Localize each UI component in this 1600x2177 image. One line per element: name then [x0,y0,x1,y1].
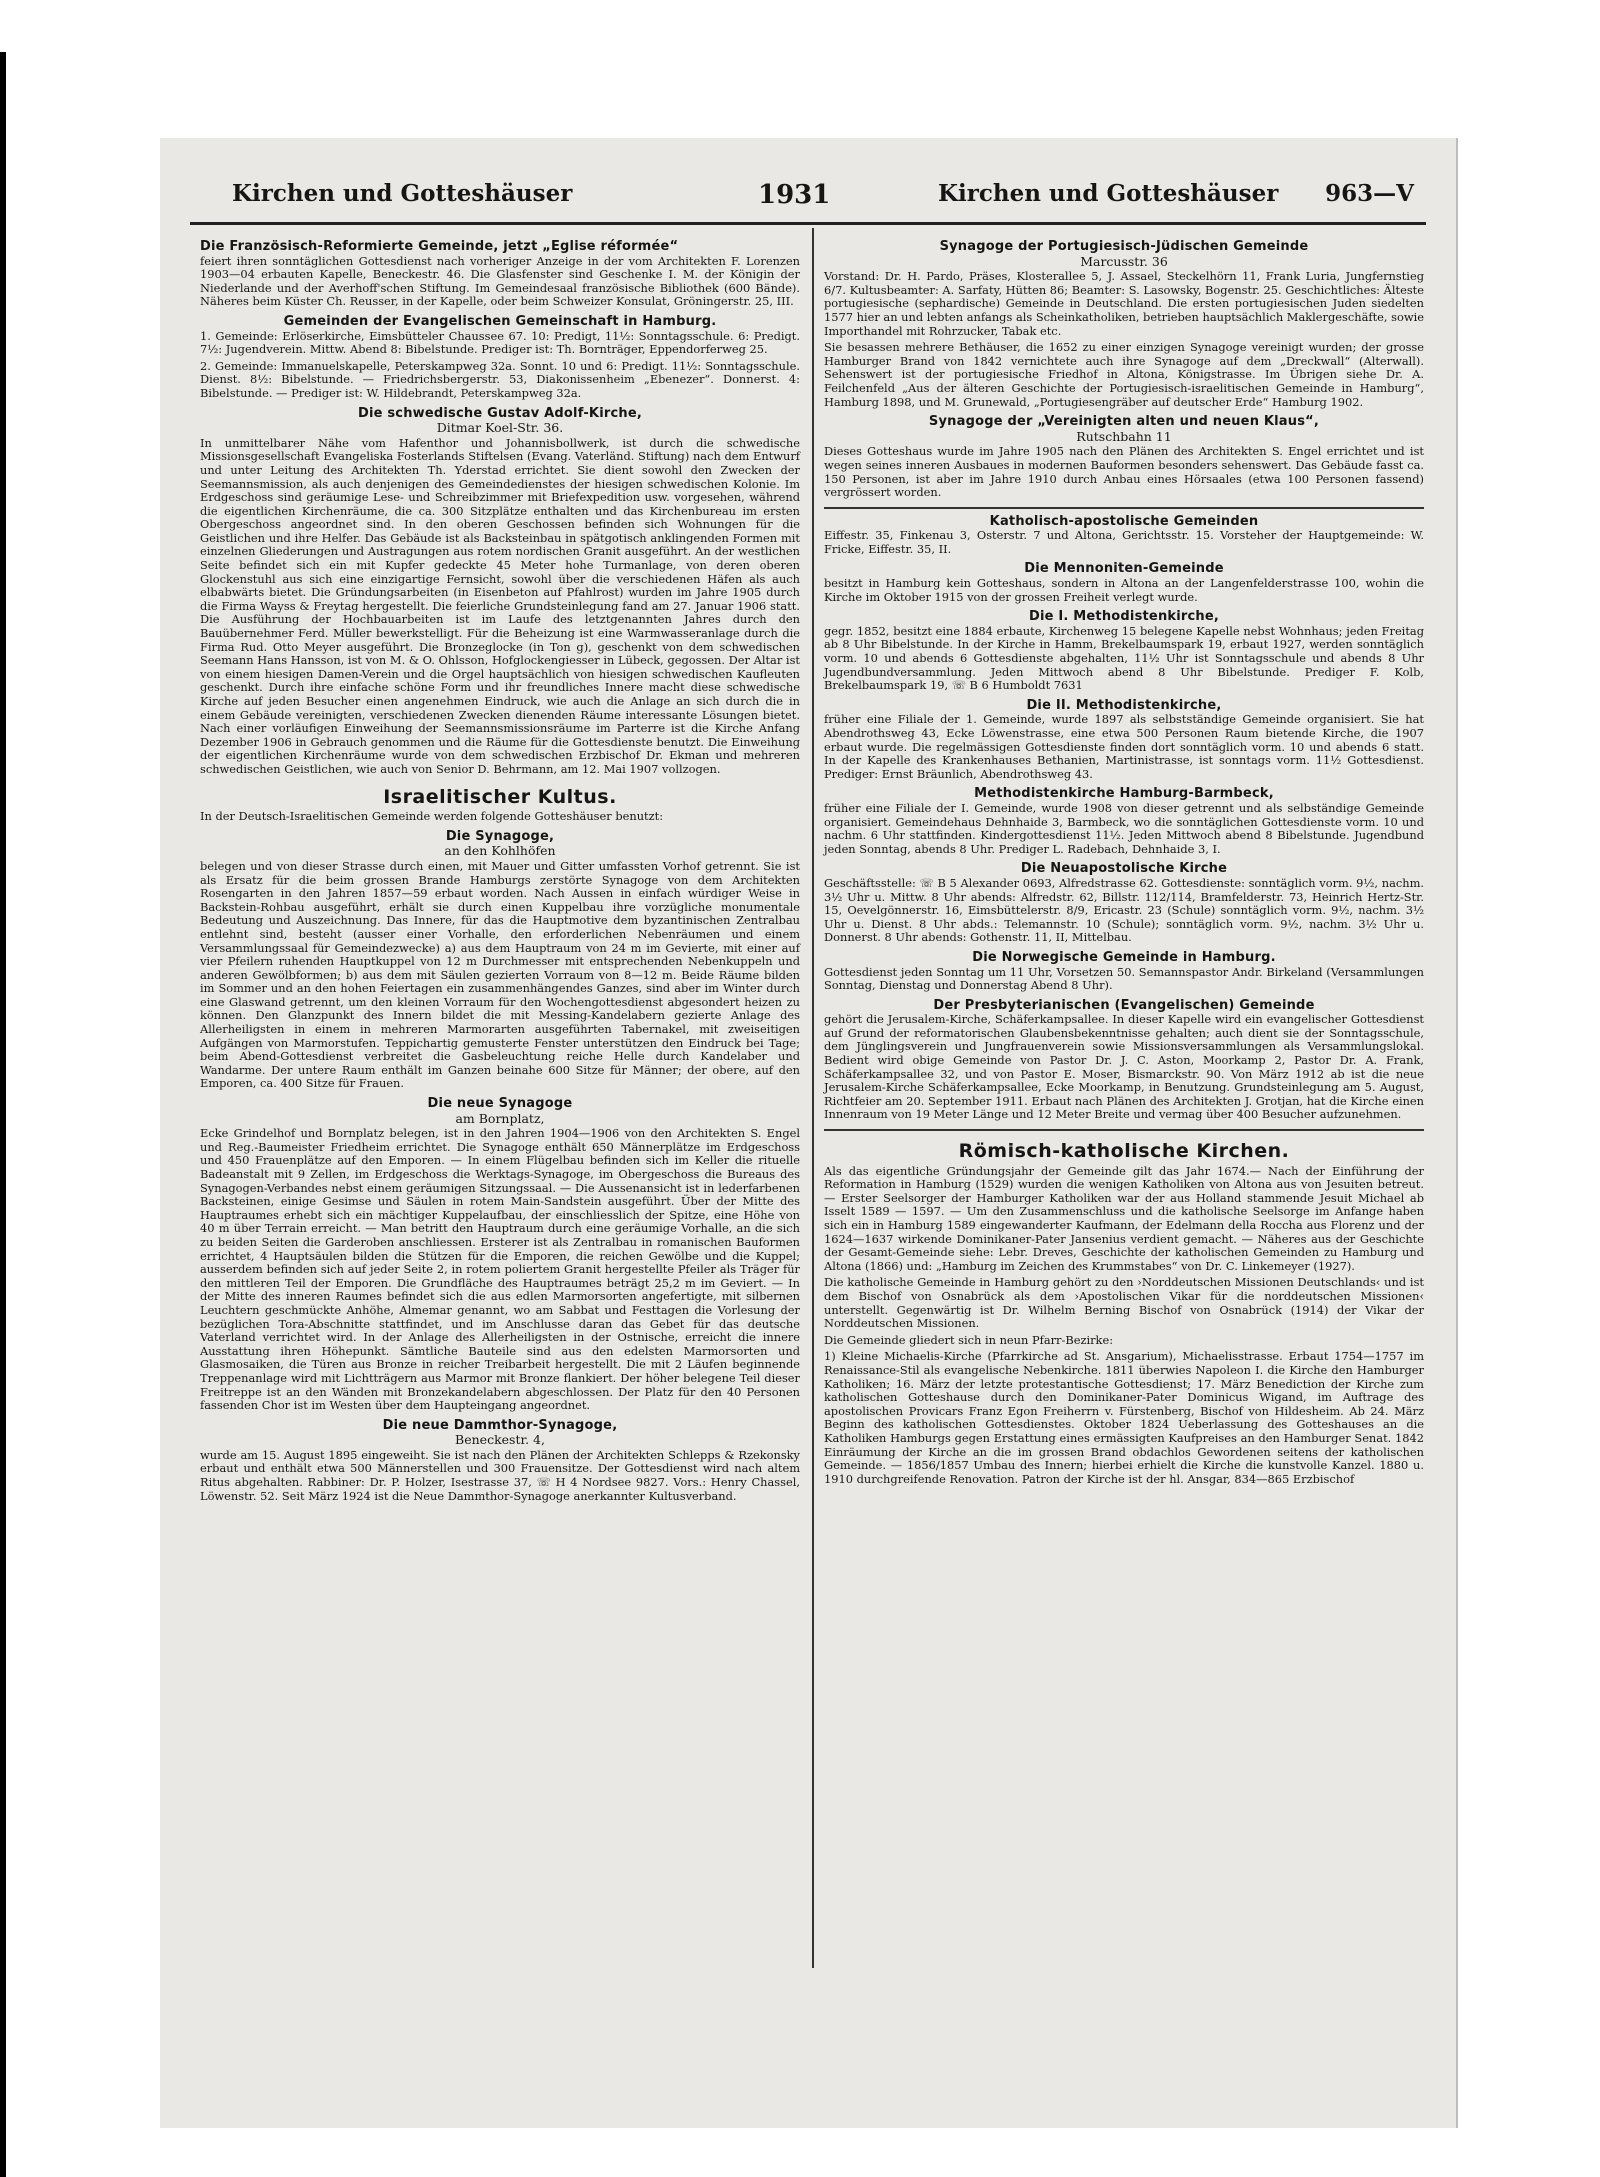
page-header [190,180,1426,220]
section-title: Synagoge der „Vereinigten alten und neuen Klaus“, [928,414,1320,430]
section-text: Als das eigentliche Gründungsjahr der Gemeinde gilt das Jahr 1674.— Nach der Einführung der Reformation in Hamburg (1529) wurden die wenigen Katholiken von Altona aus von Jesuiten betreut. — Erster Seelsorger der Hamburger Katholiken war der aus Holland stammende Jesuit Michael ab Isselt 1589 — 1597. — Um den Zusammenschluss und die katholische Seelsorge im Anfange haben sich ein in Hamburg 1589 eingewanderter Kaufmann, der Edelmann della Roccha aus Florenz und der 1624—1637 wirkende Dominikaner-Pater Jansenius verdient gemacht. — Näheres aus der Geschichte der Gesamt-Gemeinde siehe: Lebr. Dreves, Geschichte der katholischen Gemeinden zu Hamburg und Altona (1866) und: „Hamburg im Zeichen des Krummstabes“ von Dr. C. Linkemeyer (1927). [824,1163,1424,1273]
section-text: Sie besassen mehrere Bethäuser, die 1652 zu einer einzigen Synagoge vereinigt wurden; der grosse Hamburger Brand von 1842 vernichtete auch ihre Synagoge auf dem „Dreckwall“ (Alterwall). Sehenswert ist der portugiesische Friedhof in Altona, Königstrasse. Im Übrigen siehe Dr. A. Feilchenfeld „Aus der älteren Geschichte der Portugiesisch-israelitischen Gemeinde in Hamburg“, Hamburg 1898, und M. Grunewald, „Portugiesengräber auf deutscher Erde“ Hamburg 1902. [824,340,1424,409]
section-title: Katholisch-apostolische Gemeinden [989,513,1259,529]
section-address: an den Kohlhöfen [444,843,556,859]
scan-left-edge [0,52,6,2177]
section-title: Der Presbyterianischen (Evangelischen) Gemeinde [933,997,1315,1013]
section-text: Vorstand: Dr. H. Pardo, Präses, Klosterallee 5, J. Assael, Steckelhörn 11, Frank Luria, Jungfernstieg 6/7. Kultusbeamter: A. Sarfaty, Hütten 86; Beamter: S. Lasowsky, Bogenstr. 25. Geschichtliches: Älteste portugiesische (sephardische) Gemeinde in Deutschland. Die ersten portugiesischen Juden siedelten 1577 hier an und lebten anfangs als Scheinkatholiken, betrieben hauptsächlich Maklergeschäfte, sowie Importhandel mit Rohrzucker, Tabak etc. [824,269,1424,338]
section-text: gehört die Jerusalem-Kirche, Schäferkampsallee. In dieser Kapelle wird ein evangelischer Gottesdienst auf Grund der reformatorischen Glaubensbekenntnisse gehalten; auch dient sie der Sonntagsschule, dem Jünglingsverein und Jungfrauenverein sowie Missionsversammlungen als Versammlungslokal. Bedient wird obige Gemeinde von Pastor Dr. J. C. Aston, Moorkamp 2, Pastor Dr. A. Frank, Schäferkampsallee 32, und von Pastor E. Moser, Bismarckstr. 90. Von März 1912 ab ist die neue Jerusalem-Kirche Schäferkampsallee, Ecke Moorkamp, in Benutzung. Grundsteinlegung am 5. August, Richtfeier am 20. September 1911. Erbaut nach Plänen des Architekten J. Grotjan, hat die Kirche einen Innenraum von 19 Meter Länge und 12 Meter Breite und vermag über 400 Besucher aufzunehmen. [824,1012,1424,1122]
section-title: Die Synagoge, [445,828,555,844]
section-title: Die neue Synagoge [427,1096,573,1112]
header-left-title: Kirchen und Gotteshäuser [232,180,573,207]
header-page-number: 963—V [1325,180,1414,207]
section-address: am Bornplatz, [455,1110,545,1126]
section-text: Eiffestr. 35, Finkenau 3, Osterstr. 7 und Altona, Gerichtsstr. 15. Vorsteher der Hauptgemeinde: W. Fricke, Eiffestr. 35, II. [824,528,1424,556]
section-text: Gottesdienst jeden Sonntag um 11 Uhr, Vorsetzen 50. Semannspastor Andr. Birkeland (Versammlungen Sonntag, Dienstag und Donnerstag Abend 8 Uhr). [824,964,1424,993]
divider [824,1129,1424,1131]
section-text: besitzt in Hamburg kein Gotteshaus, sondern in Altona an der Langenfelderstrasse 100, wohin die Kirche im Oktober 1915 von der grossen Freiheit verlegt wurde. [824,576,1424,604]
section-text: Geschäftsstelle: ☏ B 5 Alexander 0693, Alfredstrasse 62. Gottesdienste: sonntäglich vorm. 9½, nachm. 3½ Uhr u. Mittw. 8 Uhr abends: Alfredstr. 62, Billstr. 112/114, Bramfelderstr. 73, Heinrich Hertz-Str. 15, Oevelgönnerstr. 16, Eimsbüttelerstr. 8/9, Ericastr. 23 (Schule) sonntäglich vorm. 9½, nachm. 3½ Uhr u. Dienst. 8 Uhr abds.: Telemannstr. 10 (Schule); sonntäglich vorm. 9½, nachm. 3½ Uhr u. Donnerst. 8 Uhr abends: Gothenstr. 11, II, Mittelbau. [824,875,1424,945]
section-title: Die neue Dammthor-Synagoge, [382,1417,618,1433]
section-text: Ecke Grindelhof und Bornplatz belegen, ist in den Jahren 1904—1906 von den Architekten S. Engel und Reg.-Baumeister Friedheim errichtet. Die Synagoge enthält 650 Männerplätze im Erdgeschoss und 450 Frauenplätze auf den Emporen. — In einem Flügelbau befinden sich im Keller die rituelle Badeanstalt mit 9 Zellen, im Erdgeschoss die Werktags-Synagoge, im Obergeschoss die Bureaus des Synagogen-Verbandes nebst einem geräumigen Sitzungssaal. — Die Aussenansicht ist in lederfarbenen Backsteinen, einige Gesimse und Säulen in rotem Main-Sandstein ausgeführt. Über der Mitte des Hauptraumes erhebt sich ein mächtiger Kuppelaufbau, der einschliesslich der Spitze, eine Höhe von 40 m über Terrain erreicht. — Man betritt den Hauptraum durch eine geräumige Vorhalle, an die sich zu beiden Seiten die Garderoben anschliessen. Ersterer ist als Zentralbau in romanischen Bauformen errichtet, 4 Hauptsäulen bilden die Stützen für die Emporen, die reichen Gewölbe und die Kuppel; ausserdem befinden sich auf jeder Seite 2, in rotem poliertem Granit hergestellte Pfeiler als Träger für den mittleren Teil der Emporen. Die Grundfläche des Hauptraumes beträgt 25,2 m im Geviert. — In der Mitte des inneren Raumes befindet sich die aus edlen Marmorsorten angefertigte, mit silbernen Leuchtern geschmückte Anhöhe, Almemar genannt, wo am Sabbat und Festtagen die Vorlesung der bezüglichen Tora-Abschnitte stattfindet, und im Anschlusse daran das Gebet für das deutsche Vaterland verrichtet wird. In der Anlage des Allerheiligsten in der Ostnische, erreicht die innere Ausstattung ihren Höhepunkt. Sämtliche Bauteile sind aus den edelsten Marmorsorten und Glasmosaiken, die Türen aus Bronze in reicher Treibarbeit hergestellt. Die mit 2 Läufen beginnende Treppenanlage wird mit Lichtträgern aus Marmor mit Bronze flankiert. Der höher belegene Teil dieser Freitreppe ist an den Wänden mit Bronzekandelabern abgeschlossen. Der Platz für den 40 Personen fassenden Chor ist im Westen über dem Haupteingang angeordnet. [200,1126,800,1413]
section-text: Die katholische Gemeinde in Hamburg gehört zu den ›Norddeutschen Missionen Deutschlands‹ und ist dem Bischof von Osnabrück als dem ›Apostolischen Vikar für die norddeutschen Missionen‹ unterstellt. Gegenwärtig ist Dr. Wilhelm Berning Bischof von Osnabrück (1914) der Vikar der Norddeutschen Missionen. [824,1275,1424,1331]
section-text: In unmittelbarer Nähe vom Hafenthor und Johannisbollwerk, ist durch die schwedische Missionsgesellschaft Evangeliska Fosterlands Stiftelsen (Evang. Vaterländ. Stiftung) nach dem Entwurf und unter Leitung des Architekten Th. Yderstad errichtet. Sie dient sowohl den Zwecken der Seemannsmission, als auch denjenigen des Gemeindedienstes der hiesigen schwedischen Kolonie. Im Erdgeschoss sind geräumige Lese- und Schreibzimmer mit Briefexpedition usw. vorgesehen, während die eigentlichen Kirchenräume, die ca. 300 Sitzplätze enthalten und das Kirchenbureau im ersten Obergeschoss angeordnet sind. In den oberen Geschossen befinden sich Wohnungen für die Geistlichen und ihre Helfer. Das Gebäude ist als Backsteinbau in spätgotisch anklingenden Formen mit einzelnen Gliederungen und Austragungen aus rotem nordischen Granit ausgeführt. An der westlichen Seite befindet sich ein mit Kupfer gedeckte 45 Meter hohe Turmanlage, von deren oberen Glockenstuhl aus sich eine einzigartige Fernsicht, sowohl über die verschiedenen Häfen als auch elbabwärts bietet. Die Gründungsarbeiten (in Eisenbeton auf Pfahlrost) wurden im Jahre 1905 durch die Firma Wayss & Freytag hergestellt. Die feierliche Grundsteinlegung fand am 27. Januar 1906 statt. Die Ausführung der Hochbauarbeiten ist im Laufe des letztgenannten Jahres durch den Bauübernehmer Ferd. Müller bewerkstelligt. Für die Beheizung ist eine Warmwasseranlage durch die Firma Rud. Otto Meyer ausgeführt. Die Bronzeglocke (in Ton g), geschenkt von dem schwedischen Seemann Hans Hansson, ist von M. & O. Ohlsson, Hofglockengiesser in Lübeck, gegossen. Der Altar ist von einem hiesigen Damen-Verein und die Orgel hauptsächlich von hiesigen schwedischen Kaufleuten geschenkt. Durch ihre einfache schöne Form und ihr freundliches Innere macht diese schwedische Kirche auf jeden Besucher einen angenehmen Eindruck, wie auch die Anlage an sich durch die in einem Gebäude vereinigten, verschiedenen Zwecken dienenden Räume interessante Lösungen bietet. Nach einer vorläufigen Einweihung der Seemannsmissionsräume im Parterre ist die Kirche Anfang Dezember 1906 in Gebrauch genommen und die Räume für die Gottesdienste benutzt. Die Einweihung der eigentlichen Kirchenräume wurde von dem schwedischen Erzbischof Dr. Ekman und mehreren schwedischen Geistlichen, wie auch von Senior D. Behrmann, am 12. Mai 1907 vollzogen. [200,435,800,776]
right-column [824,234,1424,1489]
section-text: Dieses Gotteshaus wurde im Jahre 1905 nach den Plänen des Architekten S. Engel errichtet und ist wegen seines inneren Ausbaues in modernen Bauformen besonders sehenswert. Das Gebäude fasst ca. 150 Personen, ist aber im Jahre 1910 durch Anbau eines Hörsaales (etwa 100 Personen fassend) vergrössert worden. [824,444,1424,500]
section-address: Marcusstr. 36 [1080,253,1168,269]
section-text: Die Gemeinde gliedert sich in neun Pfarr-Bezirke: [824,1332,1114,1347]
section-text: 2. Gemeinde: Immanuelskapelle, Peterskampweg 32a. Sonnt. 10 und 6: Predigt. 11½: Sonntagsschule. Dienst. 8½: Bibelstunde. — Friedrichsbergerstr. 53, Diakonissenheim „Ebenezer“. Donnerst. 4: Bibelstunde. — Prediger ist: W. Hildebrandt, Peterskampweg 32a. [200,358,800,400]
section-text: 1) Kleine Michaelis-Kirche (Pfarrkirche ad St. Ansgarium), Michaelisstrasse. Erbaut 1754—1757 im Renaissance-Stil als evangelische Nebenkirche. 1811 überwies Napoleon I. die Kirche den Hamburger Katholiken; 16. März der letzte protestantische Gottesdienst; 17. März Benediction der Kirche zum katholischen Gotteshause durch den Dominikaner-Pater Dominicus Wigand, im Auftrage des apostolischen Provicars Franz Egon Freiherrn v. Fürstenberg, Bischof von Hildesheim. Ab 24. März Beginn des katholischen Gottesdienstes. Oktober 1824 Ueberlassung des Gotteshauses an die Katholiken Hamburgs gegen Erstattung eines ermässigten Kaufpreises an den Hamburger Senat. 1842 Einräumung der Kirche an die im grossen Brand obdachlos Gewordenen seitens der katholischen Gemeinde. — 1856/1857 Umbau des Innern; hierbei erhielt die Kirche die kunstvolle Kanzel. 1880 u. 1910 durchgreifende Renovation. Patron der Kirche ist der hl. Ansgar, 834—865 Erzbischof [824,1349,1424,1486]
section-title: Die Mennoniten-Gemeinde [1024,561,1224,577]
section-address: Beneckestr. 4, [455,1432,545,1448]
section-text: früher eine Filiale der 1. Gemeinde, wurde 1897 als selbstständige Gemeinde organisiert. Sie hat Abendrothsweg 43, Ecke Löwenstrasse, eine etwa 500 Personen Raum bietende Kirche, die 1907 erbaut wurde. Die regelmässigen Gottesdienste finden dort sonntäglich vorm. 10 und abends 6 statt. In der Kapelle des Krankenhauses Bethanien, Martinistrasse, ist sonntags vorm. 11½ Gottesdienst. Prediger: Ernst Bräunlich, Abendrothsweg 43. [824,712,1424,781]
section-text: gegr. 1852, besitzt eine 1884 erbaute, Kirchenweg 15 belegene Kapelle nebst Wohnhaus; jeden Freitag ab 8 Uhr Bibelstunde. In der Kirche in Hamm, Brekelbaumspark 19, erbaut 1927, werden sonntäglich vorm. 10 und abends 6 Gottesdienste abgehalten, 11½ Uhr ist Sonntagsschule und abends 8 Uhr Jugendbundversammlung. Jeden Mittwoch abend 8 Uhr Bibelstunde. Prediger F. Kolb, Brekelbaumspark 19, ☏ B 6 Humboldt 7631 [824,623,1424,693]
book-page [160,138,1456,2128]
header-year: 1931 [758,180,831,210]
section-text: früher eine Filiale der I. Gemeinde, wurde 1908 von dieser getrennt und als selbständige Gemeinde organisiert. Gemeindehaus Dehnhaide 3, Barmbeck, wo die sonntäglichen Gottesdienste vorm. 10 und nachm. 6 Uhr stattfinden. Kindergottesdienst 11½. Jeden Mittwoch abend 8 Bibelstunde. Jugendbund jeden Sonntag, abends 8 Uhr. Prediger L. Radebach, Dehnhaide 3, I. [824,800,1424,856]
chapter-title: Israelitischer Kultus. [383,785,617,808]
chapter-title: Römisch-katholische Kirchen. [958,1140,1290,1163]
section-title: Die I. Methodistenkirche, [1028,609,1220,625]
section-title: Die schwedische Gustav Adolf-Kirche, [357,405,642,421]
top-margin [0,0,1600,6]
section-text: feiert ihren sonntäglichen Gottesdienst nach vorheriger Anzeige in der vom Architekten F. Lorenzen 1903—04 erbauten Kapelle, Beneckestr. 46. Die Glasfenster sind Geschenke I. M. der Königin der Niederlande und der Averhoff'schen Stiftung. Im Gemeindesaal französische Bibliothek (600 Bände). Näheres beim Küster Ch. Reusser, in der Kapelle, oder beim Schweizer Konsulat, Gröningerstr. 25, III. [200,253,800,309]
section-title: Die Neuapostolische Kirche [1020,861,1228,877]
section-text: 1. Gemeinde: Erlöserkirche, Eimsbütteler Chaussee 67. 10: Predigt, 11½: Sonntagsschule. 6: Predigt. 7½: Jugendverein. Mittw. Abend 8: Bibelstunde. Prediger ist: Th. Bornträger, Eppendorferweg 25. [200,328,800,357]
section-title: Gemeinden der Evangelischen Gemeinschaft in Hamburg. [283,313,717,329]
header-rule [190,222,1426,225]
section-title: Synagoge der Portugiesisch-Jüdischen Gemeinde [939,239,1309,254]
section-title: Die Französisch-Reformierte Gemeinde, jetzt „Eglise réformée“ [200,239,679,254]
column-separator [812,228,814,1968]
section-title: Die II. Methodistenkirche, [1026,697,1222,713]
header-right-title: Kirchen und Gotteshäuser [938,180,1279,207]
section-text: In der Deutsch-Israelitischen Gemeinde werden folgende Gotteshäuser benutzt: [200,809,664,824]
section-title: Die Norwegische Gemeinde in Hamburg. [972,949,1276,965]
section-text: wurde am 15. August 1895 eingeweiht. Sie ist nach den Plänen der Architekten Schlepps & Rzekonsky erbaut und enthält etwa 500 Männerstellen und 300 Frauensitze. Der Gottesdienst wird nach altem Ritus abgehalten. Rabbiner: Dr. P. Holzer, Isestrasse 37, ☏ H 4 Nordsee 9827. Vors.: Henry Chassel, Löwenstr. 52. Seit März 1924 ist die Neue Dammthor-Synagoge anerkannter Kultusverband. [200,1447,800,1503]
left-column [200,234,800,1506]
section-address: Rutschbahn 11 [1076,428,1172,444]
section-text: belegen und von dieser Strasse durch einen, mit Mauer und Gitter umfassten Vorhof getrennt. Sie ist als Ersatz für die beim grossen Brande Hamburgs zerstörte Synagoge von dem Architekten Rosengarten in den Jahren 1857—59 erbaut worden. Nach Aussen in einfach würdiger Weise in Backstein-Rohbau ausgeführt, erhält sie durch einen Kuppelbau ihre vorzügliche monumentale Bedeutung und Auszeichnung. Das Innere, für das die Hauptmotive dem byzantinischen Zentralbau entlehnt sind, besteht (ausser einer Vorhalle, den erforderlichen Nebenräumen und einem Versammlungssaal für Gemeindezwecke) a) aus dem Hauptraum von 24 m im Gevierte, mit einer auf vier Pfeilern ruhenden Hauptkuppel von 12 m Durchmesser mit entsprechenden Nebenkuppeln und anderen Gewölbformen; b) aus dem mit Säulen gezierten Vorraum von 8—12 m. Beide Räume bilden im Sommer und an den hohen Feiertagen ein zusammenhängendes Ganzes, sind aber im Winter durch eine Glaswand getrennt, um den kleinen Vorraum für den Wochengottesdienst abgesondert heizen zu können. Den Glanzpunkt des Innern bildet die mit Messing-Kandelabern gezierte Anlage des Allerheiligsten in einem in mehreren Marmorarten ausgeführten Tabernakel, mit zweiseitigen Aufgängen von Marmorstufen. Teppichartig gemusterte Fenster unterstützen den Eindruck bei Tage; beim Abend-Gottesdienst verbreitet die Gasbeleuchtung reiche Helle durch Kandelaber und Wandarme. Der untere Raum enthält im Ganzen beinahe 600 Sitze für Männer; der obere, auf den Emporen, ca. 400 Sitze für Frauen. [200,858,800,1091]
section-title: Methodistenkirche Hamburg-Barmbeck, [974,786,1274,802]
section-address: Ditmar Koel-Str. 36. [436,420,564,436]
divider [824,507,1424,509]
